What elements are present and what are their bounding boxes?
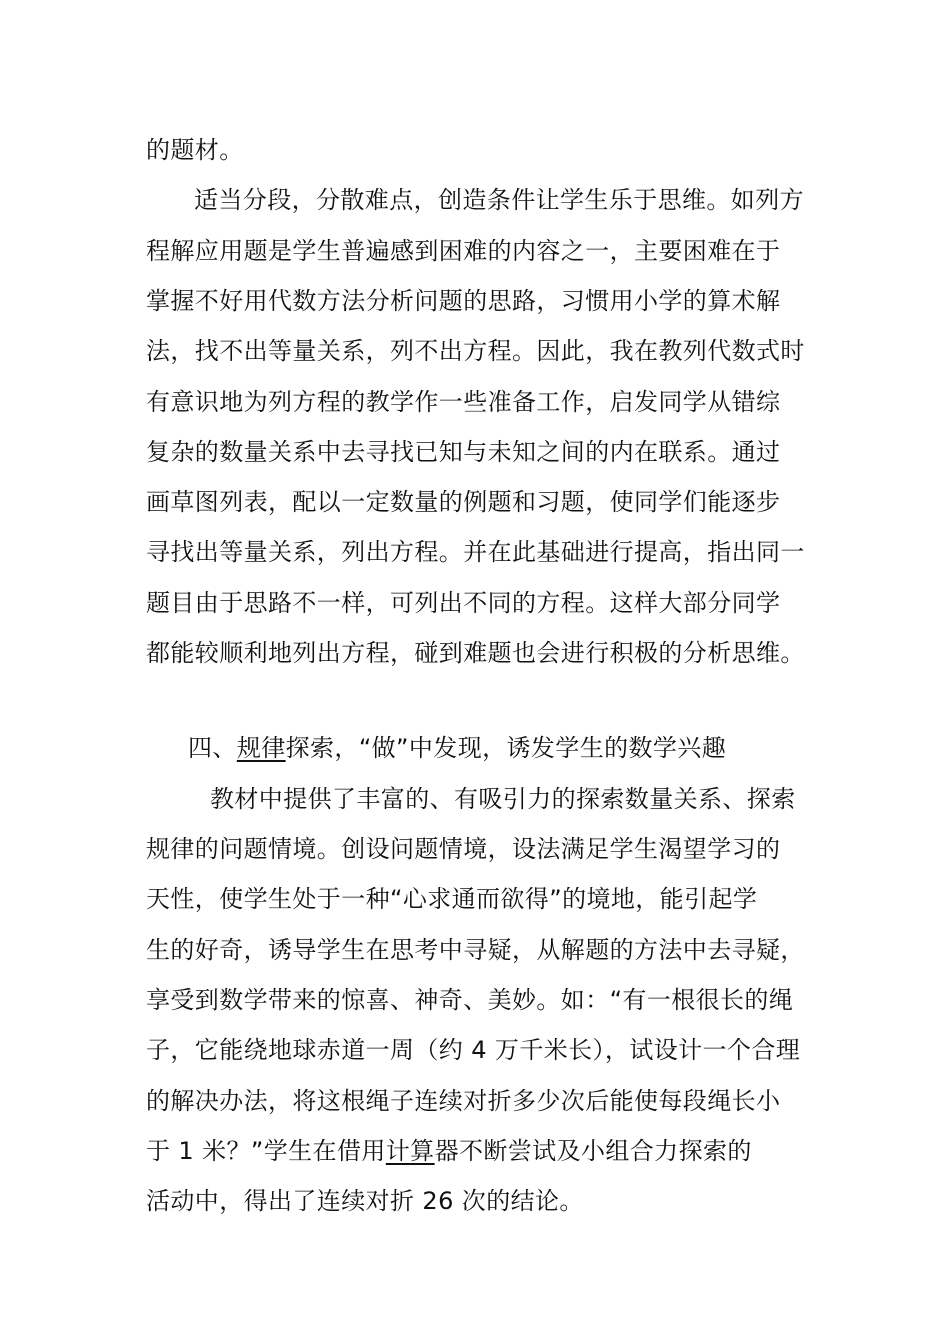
text-line: 复杂的数量关系中去寻找已知与未知之间的内在联系。通过: [146, 438, 781, 466]
text-line: 的题材。: [146, 136, 244, 164]
text-line: 都能较顺利地列出方程，碰到难题也会进行积极的分析思维。: [146, 639, 805, 667]
text-line: 法，找不出等量关系，列不出方程。因此，我在教列代数式时: [146, 337, 805, 365]
text-line: 掌握不好用代数方法分析问题的思路，习惯用小学的算术解: [146, 287, 781, 315]
text-line: 题目由于思路不一样，可列出不同的方程。这样大部分同学: [146, 589, 781, 617]
text-line: 教材中提供了丰富的、有吸引力的探索数量关系、探索: [210, 785, 796, 813]
text-line: 天性，使学生处于一种“心求通而欲得”的境地，能引起学: [146, 885, 758, 913]
text-line: [146, 1135, 752, 1167]
section-heading: [188, 732, 726, 764]
text-line: 生的好奇，诱导学生在思考中寻疑，从解题的方法中去寻疑，: [146, 936, 805, 964]
text-line: 寻找出等量关系，列出方程。并在此基础进行提高，指出同一: [146, 538, 805, 566]
underlined-word: 计算: [385, 1137, 435, 1165]
line-before: 于 1 米？”学生在借用: [146, 1137, 386, 1165]
text-line: 活动中，得出了连续对折 26 次的结论。: [146, 1187, 584, 1215]
text-line: 规律的问题情境。创设问题情境，设法满足学生渴望学习的: [146, 835, 781, 863]
text-line: 画草图列表，配以一定数量的例题和习题，使同学们能逐步: [146, 488, 781, 516]
line-after: 器不断尝试及小组合力探索的: [434, 1137, 752, 1165]
text-line: 享受到数学带来的惊喜、神奇、美妙。如：“有一根很长的绳: [146, 986, 794, 1014]
text-line: 程解应用题是学生普遍感到困难的内容之一，主要困难在于: [146, 237, 781, 265]
text-line: 的解决办法，将这根绳子连续对折多少次后能使每段绳长小: [146, 1087, 781, 1115]
heading-rest: 探索，“做”中发现，诱发学生的数学兴趣: [285, 734, 727, 762]
text-line: 适当分段，分散难点，创造条件让学生乐于思维。如列方: [194, 186, 804, 214]
text-line: 有意识地为列方程的教学作一些准备工作，启发同学从错综: [146, 388, 781, 416]
heading-underlined-word: 规律: [236, 734, 286, 762]
heading-prefix: 四、: [188, 734, 237, 762]
text-line: 子，它能绕地球赤道一周（约 4 万千米长），试设计一个合理: [146, 1036, 801, 1064]
